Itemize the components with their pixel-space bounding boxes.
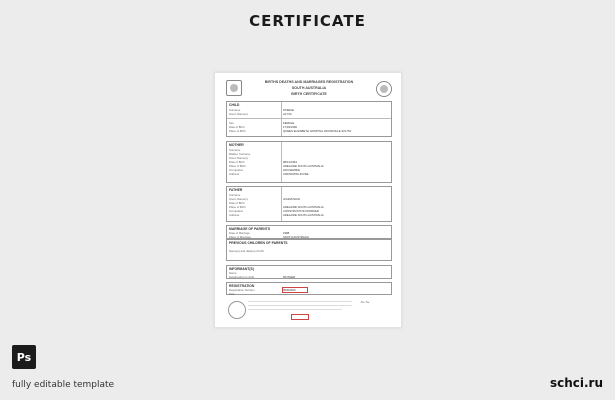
field-label: Address [229, 213, 240, 217]
field-value: CONSTRUCTION WORKER [283, 209, 319, 213]
field-value: FEMALE [283, 121, 295, 125]
field-label: Date of Birth [229, 125, 245, 129]
field-label: Surname [229, 108, 241, 112]
section-title: MARRIAGE OF PARENTS [229, 227, 271, 231]
field-value: 17/03/1990 [283, 125, 297, 129]
field-label: Date of Birth [229, 201, 245, 205]
field-value: JOHNATHAN [283, 197, 300, 201]
field-value: MOTHER [283, 275, 296, 279]
field-label: Maiden Surname [229, 152, 251, 156]
field-value: QUEEN ELIZABETH HOSPITAL WOODVILLE SOUTH [283, 129, 352, 133]
field-label: Given Name(s) [229, 156, 248, 160]
field-label: Given Name(s) [229, 197, 248, 201]
doc-header-authority: BIRTHS DEATHS AND MARRIAGES REGISTRATION [264, 80, 354, 84]
field-label: Given Name(s) [229, 112, 248, 116]
seal-icon [376, 81, 392, 97]
section-child [226, 101, 392, 137]
field-label: Relationship to child [229, 275, 255, 279]
field-label: Place of Marriage [229, 235, 251, 239]
field-value: ADELAIDE SOUTH AUSTRALIA [283, 164, 324, 168]
field-value: UNKNOWN HOUSE [283, 172, 309, 176]
field-label: Sex [229, 121, 234, 125]
field-label: Date [229, 292, 235, 296]
page-heading: CERTIFICATE [249, 12, 366, 30]
field-value: SOUTH AUSTRALIA [283, 235, 309, 239]
section-title: MOTHER [229, 143, 244, 147]
field-label: Place of Birth [229, 164, 246, 168]
section-father [226, 186, 392, 222]
certificate-preview [214, 72, 402, 328]
field-label: Address [229, 172, 240, 176]
field-label: Date of Marriage [229, 231, 250, 235]
field-value: ALYVA [283, 112, 292, 116]
field-label: Surname [229, 193, 241, 197]
site-watermark: schci.ru [549, 376, 603, 390]
section-title: PREVIOUS CHILDREN OF PARENTS [229, 241, 288, 245]
field-value: HOUSEWIFE [283, 168, 300, 172]
section-title: FATHER [229, 188, 243, 192]
field-value: ADELAIDE SOUTH AUSTRALIA [283, 213, 324, 217]
field-value: 00000000 [283, 288, 296, 292]
field-value: 1988 [283, 231, 290, 235]
section-title: REGISTRATION [229, 284, 255, 288]
field-label: Date of Birth [229, 160, 245, 164]
section-informant [226, 265, 392, 279]
section-previous-children [226, 239, 392, 261]
field-label: Registration Number [229, 288, 255, 292]
section-marriage [226, 225, 392, 239]
template-caption: fully editable template [12, 380, 115, 390]
field-label: Surname [229, 148, 241, 152]
registry-stamp-icon [228, 301, 246, 319]
section-title: INFORMANT(S) [229, 267, 254, 271]
certificate-document [226, 79, 392, 322]
section-registration [226, 282, 392, 295]
field-value: 08/12/1961 [283, 160, 297, 164]
field-label: Place of Birth [229, 129, 246, 133]
section-mother [226, 141, 392, 183]
field-value: ADELAIDE SOUTH AUSTRALIA [283, 205, 324, 209]
coat-of-arms-icon [226, 80, 242, 96]
doc-header-title: BIRTH CERTIFICATE [291, 92, 327, 96]
section-title: CHILD [229, 103, 240, 107]
field-label: Occupation [229, 168, 244, 172]
field-label: Place of Birth [229, 205, 246, 209]
field-label: Name(s) and date(s) of birth [229, 249, 264, 253]
photoshop-icon: Ps [12, 345, 36, 369]
doc-header-state: SOUTH AUSTRALIA [291, 86, 327, 90]
field-label: Occupation [229, 209, 244, 213]
field-label: Name [229, 271, 237, 275]
field-value: STEEVE [283, 108, 295, 112]
registrar-signature-icon: ~~ [360, 299, 371, 306]
